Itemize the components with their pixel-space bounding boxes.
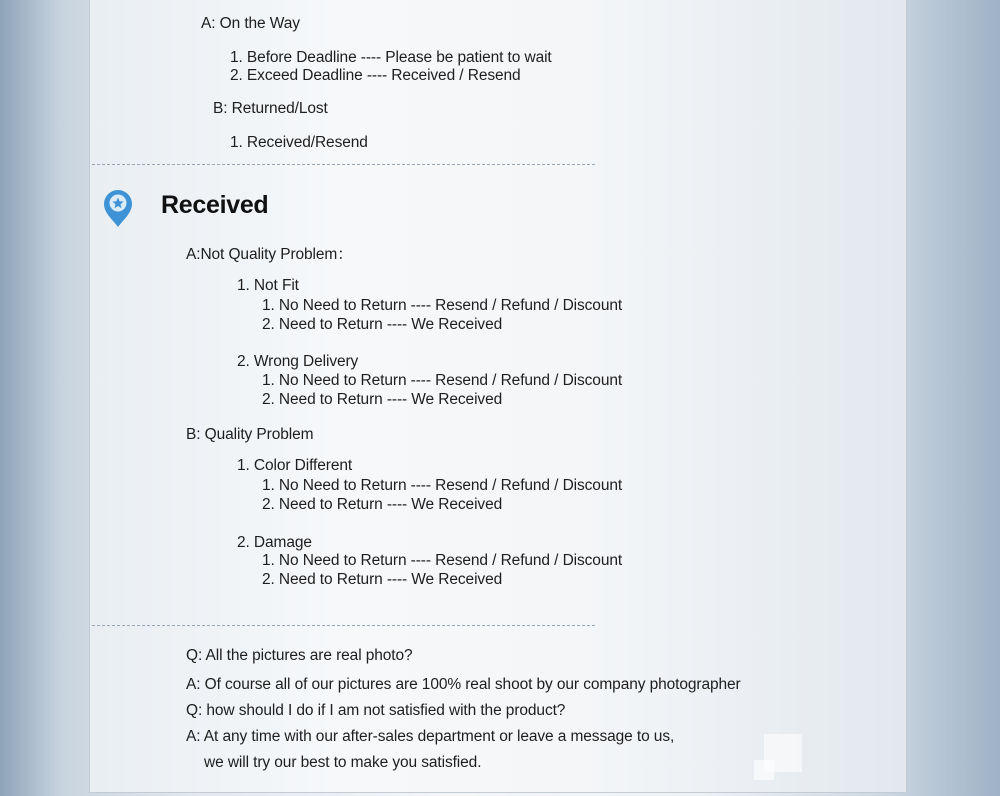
section-divider <box>92 625 595 626</box>
section-divider <box>92 164 595 165</box>
before-deadline-item: 1. Before Deadline ---- Please be patient to wait <box>230 49 552 66</box>
damage-label: 2. Damage <box>237 534 312 551</box>
not-fit-label: 1. Not Fit <box>237 277 299 294</box>
location-pin-icon <box>111 0 127 6</box>
color-different-label: 1. Color Different <box>237 457 353 474</box>
quality-problem-label: B: Quality Problem <box>186 426 314 443</box>
returned-lost-label: B: Returned/Lost <box>213 100 328 117</box>
faq-question: Q: All the pictures are real photo? <box>186 647 413 664</box>
list-item: 2. Need to Return ---- We Received <box>262 391 503 408</box>
location-pin-icon <box>101 188 135 228</box>
list-item: 2. Need to Return ---- We Received <box>262 496 503 513</box>
exceed-deadline-item: 2. Exceed Deadline ---- Received / Resend <box>230 67 521 84</box>
received-heading: Received <box>161 191 269 219</box>
list-item: 1. No Need to Return ---- Resend / Refund / Discount <box>262 297 623 314</box>
list-item: 1. No Need to Return ---- Resend / Refund / Discount <box>262 477 623 494</box>
received-resend-item: 1. Received/Resend <box>230 134 368 151</box>
not-quality-problem-label: A:Not Quality Problem： <box>186 246 353 263</box>
list-item: 1. No Need to Return ---- Resend / Refund / Discount <box>262 552 623 569</box>
faq-answer: A: At any time with our after-sales department or leave a message to us, <box>186 728 675 745</box>
wrong-delivery-label: 2. Wrong Delivery <box>237 353 359 370</box>
faq-answer-continued: we will try our best to make you satisfied. <box>204 754 482 771</box>
list-item: 2. Need to Return ---- We Received <box>262 571 503 588</box>
on-the-way-label: A: On the Way <box>201 15 300 32</box>
faq-question: Q: how should I do if I am not satisfied with the product? <box>186 702 566 719</box>
decorative-square <box>754 760 774 780</box>
list-item: 1. No Need to Return ---- Resend / Refund / Discount <box>262 372 623 389</box>
faq-answer: A: Of course all of our pictures are 100% real shoot by our company photographer <box>186 676 741 693</box>
list-item: 2. Need to Return ---- We Received <box>262 316 503 333</box>
